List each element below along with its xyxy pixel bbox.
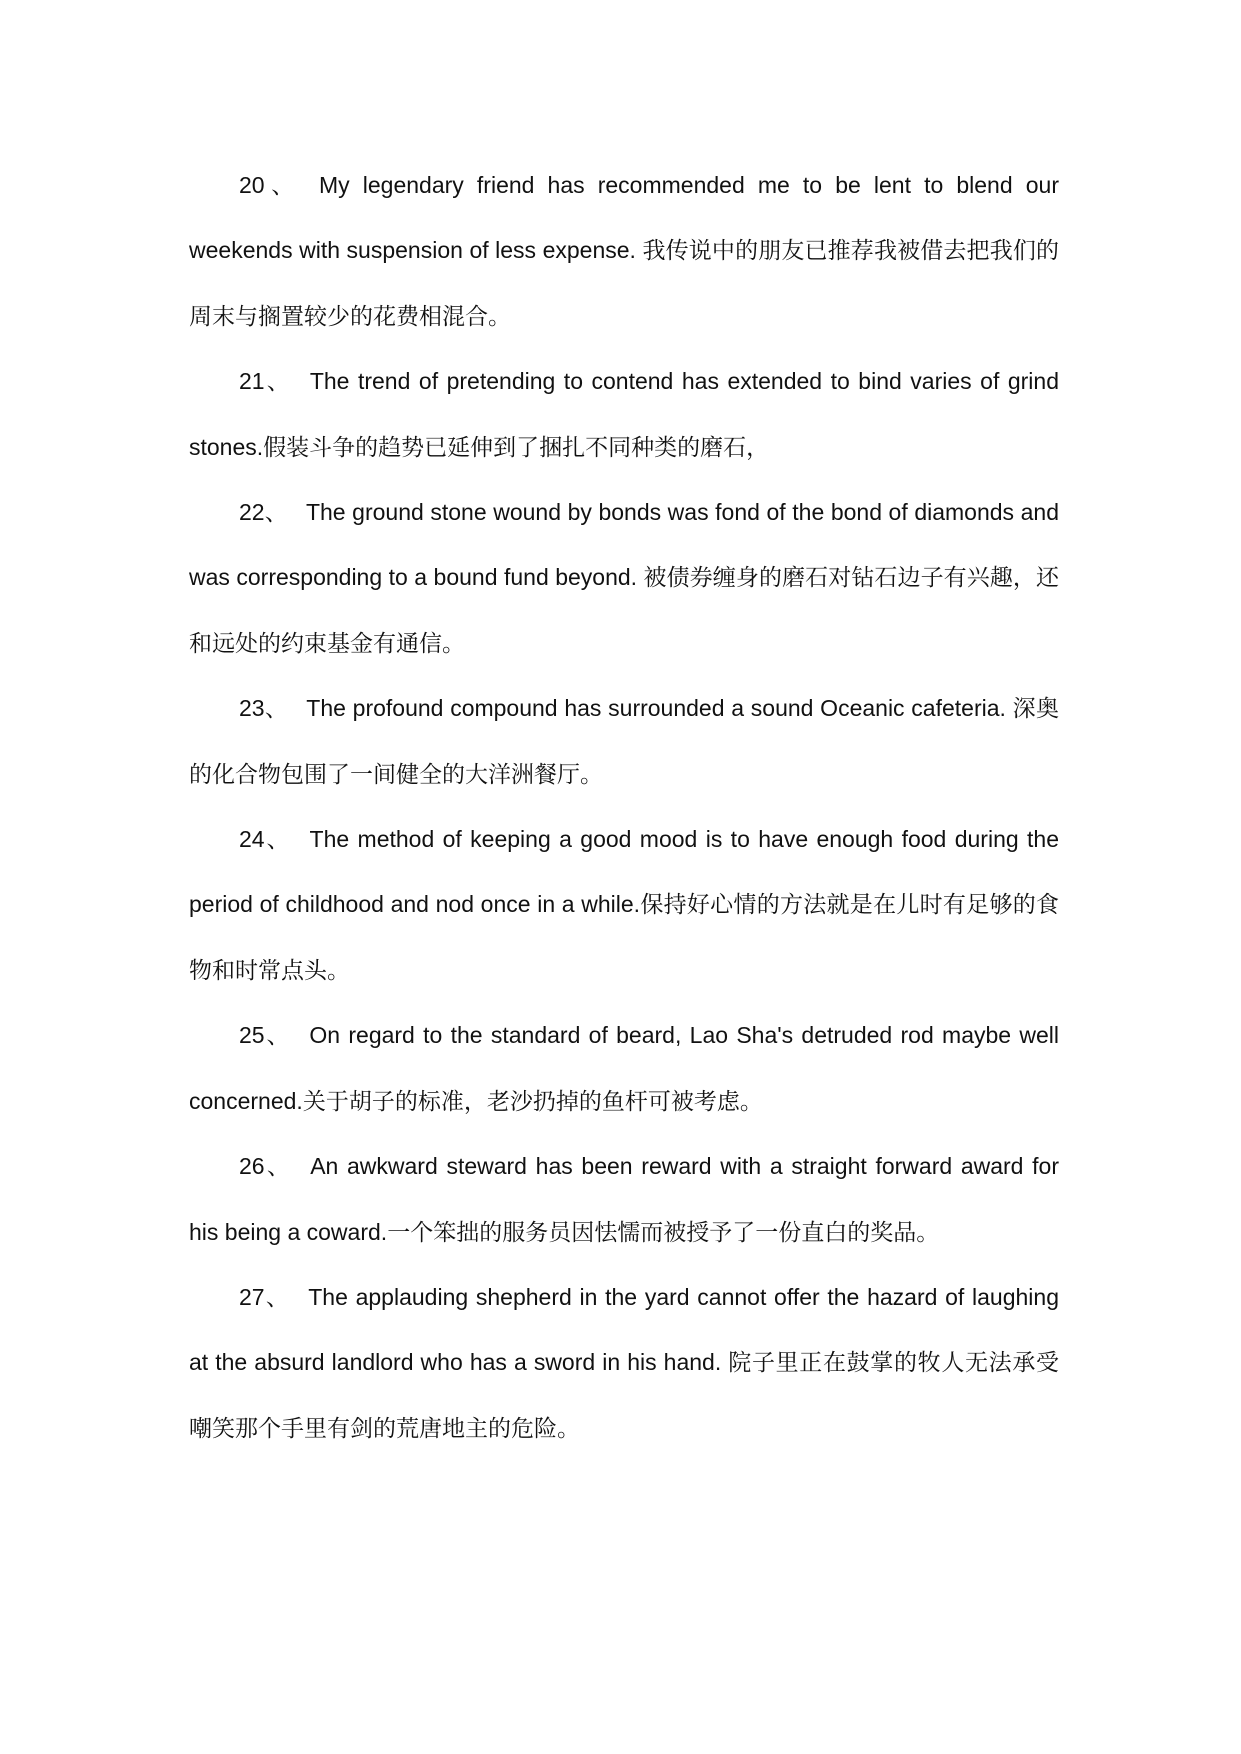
item-number: 23、 <box>239 695 289 722</box>
english-text: The applauding shepherd in the yard cannot offer the hazard of laughing at the absurd landlord who has a sword in his hand. <box>189 1283 1059 1376</box>
chinese-text: 被债券缠身的磨石对钻石边子有兴趣，还和远处的约束基金有通信。 <box>189 564 1060 656</box>
english-text: An awkward steward has been reward with a straight forward award for his being a coward. <box>189 1153 1059 1245</box>
chinese-text: 假装斗争的趋势已延伸到了捆扎不同种类的磨石， <box>263 433 770 460</box>
english-text: The method of keeping a good mood is to have enough food during the period of childhood and nod once in a while. <box>189 826 1059 918</box>
chinese-text: 我传说中的朋友已推荐我被借去把我们的周末与搁置较少的花费相混合。 <box>189 237 1059 329</box>
chinese-text: 院子里正在鼓掌的牧人无法承受嘲笑那个手里有剑的荒唐地主的危险。 <box>189 1349 1060 1441</box>
item-number: 25、 <box>239 1022 292 1049</box>
item-number: 22、 <box>239 499 288 526</box>
sentence-26 <box>189 1134 1059 1265</box>
document-page <box>189 153 1059 1461</box>
item-number: 24、 <box>239 826 292 853</box>
chinese-text: 保持好心情的方法就是在儿时有足够的食物和时常点头。 <box>189 891 1060 983</box>
english-text: The trend of pretending to contend has extended to bind varies of grind stones. <box>189 368 1059 460</box>
sentence-24 <box>189 807 1059 1003</box>
chinese-text: 一个笨拙的服务员因怯懦而被授予了一份直白的奖品。 <box>387 1218 940 1245</box>
english-text: On regard to the standard of beard, Lao Sha's detruded rod maybe well concerned. <box>189 1022 1059 1114</box>
english-text: The profound compound has surrounded a sound Oceanic cafeteria. <box>306 695 1013 722</box>
item-number: 21、 <box>239 368 292 395</box>
sentence-20 <box>189 153 1059 349</box>
item-number: 27、 <box>239 1283 291 1310</box>
chinese-text: 深奥的化合物包围了一间健全的大洋洲餐厅。 <box>189 695 1059 787</box>
item-number: 26、 <box>239 1153 293 1180</box>
sentence-27 <box>189 1265 1059 1461</box>
english-text: The ground stone wound by bonds was fond of the bond of diamonds and was corresponding to a bound fund beyond. <box>189 499 1059 591</box>
english-text: My legendary friend has recommended me to be lent to blend our weekends with suspension of less expense. <box>189 172 1059 264</box>
sentence-22 <box>189 480 1059 676</box>
item-number: 20、 <box>239 172 302 198</box>
sentence-23 <box>189 676 1059 807</box>
chinese-text: 关于胡子的标准，老沙扔掉的鱼杆可被考虑。 <box>302 1087 763 1114</box>
sentence-21 <box>189 349 1059 480</box>
sentence-25 <box>189 1003 1059 1134</box>
